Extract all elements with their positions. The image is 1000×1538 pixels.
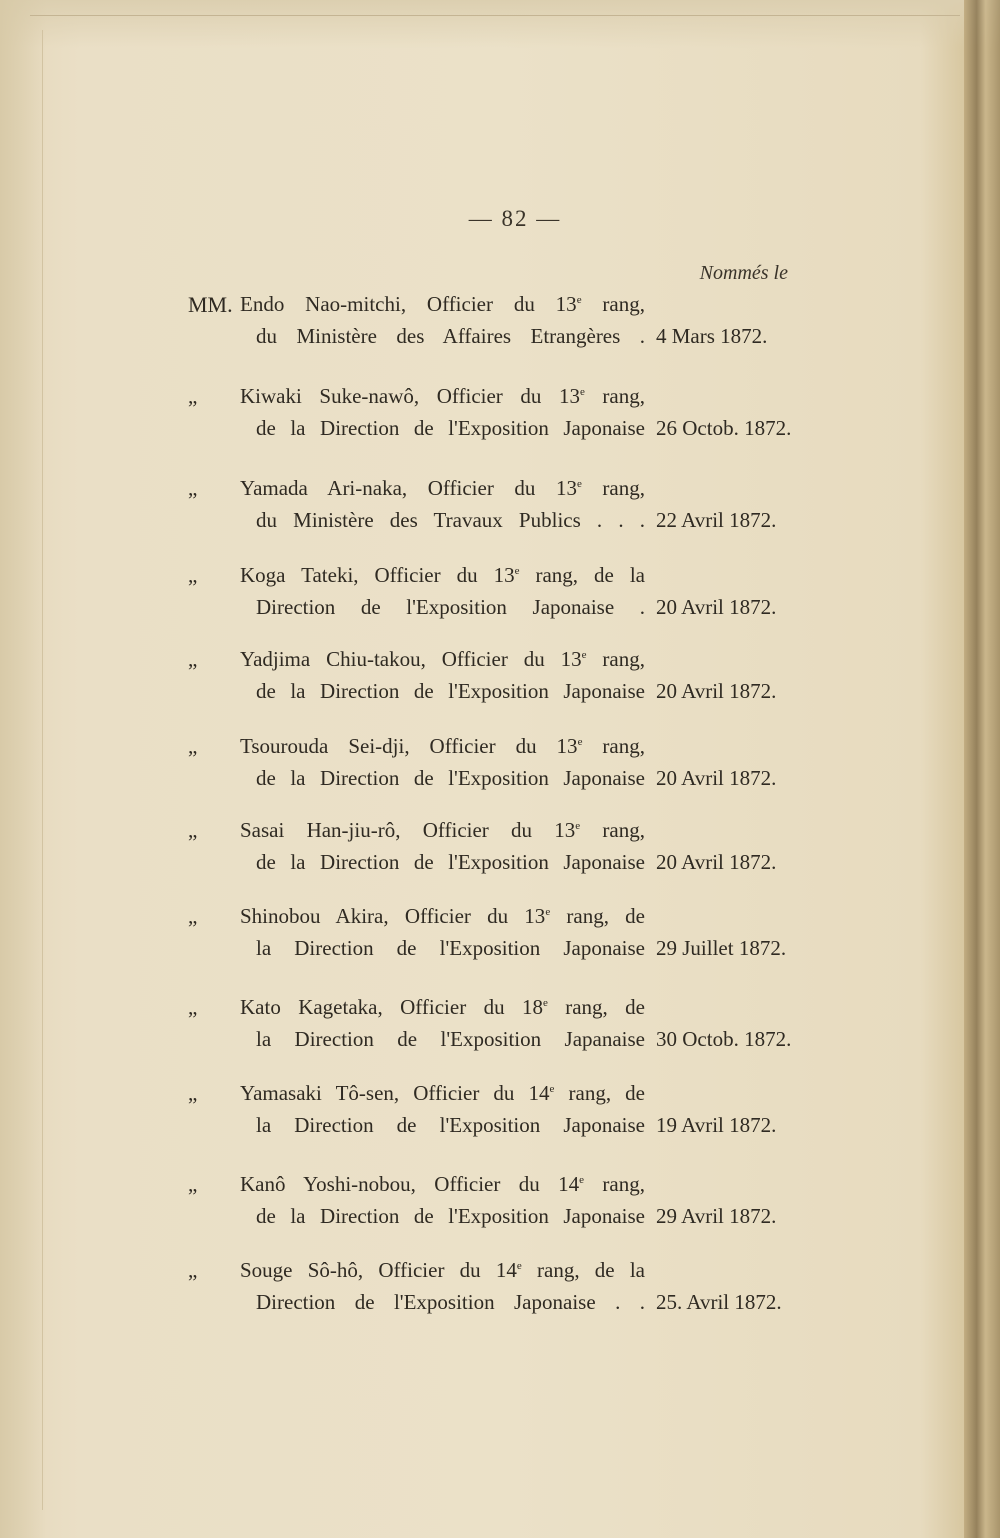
page-margin-line: [42, 30, 43, 1510]
entry: [188, 384, 828, 454]
entry-date: 20 Avril 1872.: [656, 850, 777, 874]
entry: [188, 1172, 828, 1242]
entry-prefix: „: [188, 476, 198, 500]
entry: [188, 647, 828, 717]
entry-date: 29 Juillet 1872.: [656, 936, 787, 960]
entry-line-2: de la Direction de l'Exposition Japonaise: [256, 850, 645, 874]
entry: [188, 1258, 828, 1328]
entry-prefix: „: [188, 818, 198, 842]
entry-prefix: „: [188, 995, 198, 1019]
rank-superscript: e: [581, 649, 587, 661]
entry-prefix: „: [188, 1081, 198, 1105]
entry-prefix: „: [188, 734, 198, 758]
entry-line-2: Direction de l'Exposition Japonaise . .: [256, 1290, 645, 1314]
page-number: — 82 —: [468, 206, 562, 231]
page-top-shadow: [0, 0, 1000, 48]
entry-prefix: „: [188, 1258, 198, 1282]
entry: [188, 563, 828, 633]
entry: [188, 818, 828, 888]
page-crease-line: [30, 15, 960, 16]
entry-date: 4 Mars 1872.: [656, 324, 768, 348]
entry-line-1: Kato Kagetaka, Officier du 18e rang, de: [240, 995, 645, 1019]
rank-superscript: e: [575, 820, 581, 832]
entry-date: 20 Avril 1872.: [656, 595, 777, 619]
rank-superscript: e: [579, 386, 585, 398]
entry: [188, 1081, 828, 1151]
entry-line-1: Kiwaki Suke-nawô, Officier du 13e rang,: [240, 384, 645, 408]
entry-line-2: la Direction de l'Exposition Japonaise: [256, 1113, 645, 1137]
entry-line-1: Shinobou Akira, Officier du 13e rang, de: [240, 904, 645, 928]
entry-date: 29 Avril 1872.: [656, 1204, 777, 1228]
entry-line-2: de la Direction de l'Exposition Japonaise: [256, 679, 645, 703]
entry-line-1: Sasai Han-jiu-rô, Officier du 13e rang,: [240, 818, 645, 842]
rank-superscript: e: [514, 565, 520, 577]
rank-superscript: e: [577, 736, 583, 748]
rank-superscript: e: [545, 906, 551, 918]
entry-prefix: „: [188, 1172, 198, 1196]
rank-superscript: e: [542, 997, 548, 1009]
rank-superscript: e: [576, 294, 582, 306]
entry-line-2: du Ministère des Travaux Publics . . .: [256, 508, 645, 532]
entry-line-2: de la Direction de l'Exposition Japonaise: [256, 766, 645, 790]
entry-date: 26 Octob. 1872.: [656, 416, 792, 440]
entry-line-2: Direction de l'Exposition Japonaise .: [256, 595, 645, 619]
rank-superscript: e: [579, 1174, 585, 1186]
entry-date: 30 Octob. 1872.: [656, 1027, 792, 1051]
entry-prefix: „: [188, 563, 198, 587]
entry-line-1: Endo Nao-mitchi, Officier du 13e rang,: [240, 292, 645, 316]
entry-prefix: „: [188, 904, 198, 928]
entry-line-1: Yamada Ari-naka, Officier du 13e rang,: [240, 476, 645, 500]
entry: [188, 476, 828, 546]
entry-line-2: du Ministère des Affaires Etrangères .: [256, 324, 645, 348]
entry-line-1: Yamasaki Tô-sen, Officier du 14e rang, de: [240, 1081, 645, 1105]
entry-date: 19 Avril 1872.: [656, 1113, 777, 1137]
entry: [188, 734, 828, 804]
entry-line-2: la Direction de l'Exposition Japanaise: [256, 1027, 645, 1051]
entry-line-1: Koga Tateki, Officier du 13e rang, de la: [240, 563, 646, 587]
entry-line-1: Souge Sô-hô, Officier du 14e rang, de la: [240, 1258, 646, 1282]
entry-prefix: MM.: [188, 292, 233, 317]
entry-line-1: Tsourouda Sei-dji, Officier du 13e rang,: [240, 734, 645, 758]
entry-line-2: de la Direction de l'Exposition Japonaise: [256, 416, 645, 440]
rank-superscript: e: [516, 1260, 522, 1272]
entry-date: 22 Avril 1872.: [656, 508, 777, 532]
entry-line-2: de la Direction de l'Exposition Japonaise: [256, 1204, 645, 1228]
entry: [188, 904, 828, 974]
entry-prefix: „: [188, 384, 198, 408]
entry-line-1: Yadjima Chiu-takou, Officier du 13e rang,: [240, 647, 645, 671]
entry-prefix: „: [188, 647, 198, 671]
entry-line-2: la Direction de l'Exposition Japonaise: [256, 936, 645, 960]
rank-superscript: e: [576, 478, 582, 490]
entry-date: 20 Avril 1872.: [656, 766, 777, 790]
entry-line-1: Kanô Yoshi-nobou, Officier du 14e rang,: [240, 1172, 645, 1196]
entry: [188, 292, 828, 362]
rank-superscript: e: [549, 1083, 555, 1095]
entry-date: 20 Avril 1872.: [656, 679, 777, 703]
entry-date: 25. Avril 1872.: [656, 1290, 782, 1314]
entry: [188, 995, 828, 1065]
column-header-nommes: Nommés le: [699, 262, 788, 284]
